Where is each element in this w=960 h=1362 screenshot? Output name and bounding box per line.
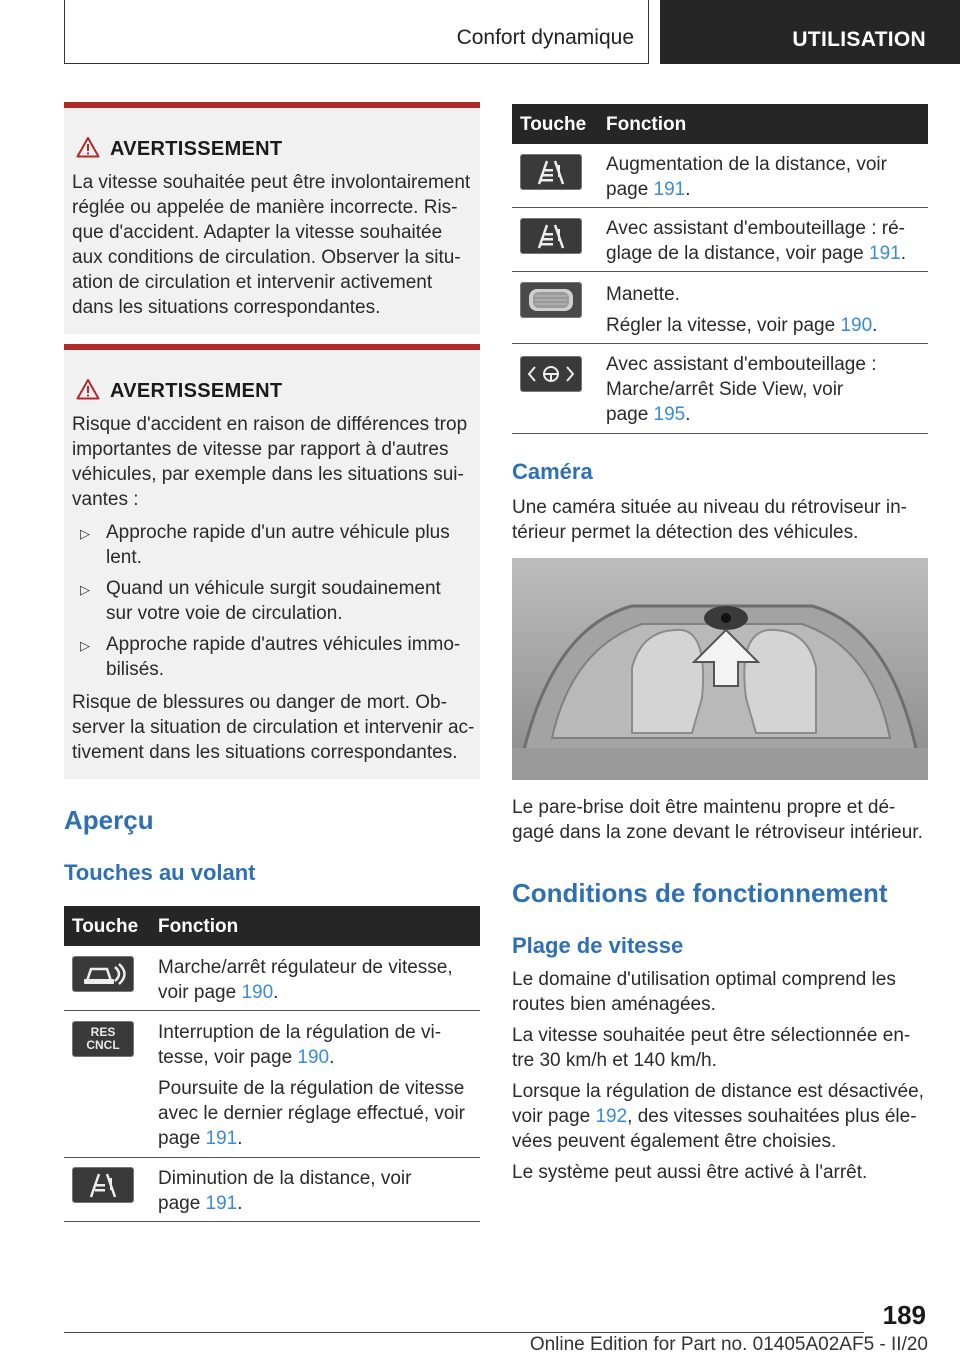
warning-title: AVERTISSEMENT <box>110 138 283 160</box>
function-text: Avec assistant d'embouteillage : ré- <box>606 218 905 239</box>
body-text: Le domaine d'utilisation optimal comprend les <box>512 969 896 990</box>
bullet-text: Quand un véhicule surgit soudainement <box>106 578 441 599</box>
body-text: gagé dans la zone devant le rétroviseur intérieur. <box>512 822 923 843</box>
function-text: Diminution de la distance, voir <box>158 1168 412 1189</box>
page-link[interactable]: 190 <box>297 1047 330 1068</box>
page-link[interactable]: 190 <box>241 982 274 1003</box>
function-text: page 191. <box>158 1128 243 1149</box>
footer-edition: Online Edition for Part no. 01405A02AF5 - II/20 <box>529 1334 928 1355</box>
header-chapter-title: UTILISATION <box>792 28 926 51</box>
table-divider <box>64 1221 480 1222</box>
body-text: Le pare-brise doit être maintenu propre et dé- <box>512 797 896 818</box>
subsection-title-wheel-buttons: Touches au volant <box>64 860 256 885</box>
table-header-key: Touche <box>72 916 139 937</box>
page-link[interactable]: 191 <box>205 1193 238 1214</box>
warning-text-line: aux conditions de circulation. Observer la situ- <box>72 247 461 268</box>
table-divider <box>512 207 928 208</box>
warning-triangle-icon <box>76 378 100 400</box>
bullet-triangle-icon: ▷ <box>80 638 90 653</box>
page-link[interactable]: 192 <box>595 1106 628 1127</box>
subsection-title-camera: Caméra <box>512 459 593 484</box>
header-section-title: Confort dynamique <box>456 26 634 49</box>
function-text: tesse, voir page 190. <box>158 1047 335 1068</box>
warning-title: AVERTISSEMENT <box>110 380 283 402</box>
body-text: Le système peut aussi être activé à l'arrêt. <box>512 1162 868 1183</box>
distance-decrease-icon <box>72 1167 134 1203</box>
warning-box-2 <box>64 344 480 779</box>
table-header-function: Fonction <box>158 916 239 937</box>
page-link[interactable]: 190 <box>840 315 873 336</box>
page-link[interactable]: 191 <box>205 1128 238 1149</box>
table-divider <box>64 1157 480 1158</box>
function-text: Augmentation de la distance, voir <box>606 154 887 175</box>
traffic-jam-distance-icon <box>520 218 582 254</box>
function-text: Manette. <box>606 284 680 305</box>
function-text: glage de la distance, voir page 191. <box>606 243 906 264</box>
function-text: Marche/arrêt Side View, voir <box>606 379 844 400</box>
page-link[interactable]: 191 <box>653 179 686 200</box>
body-text: vées peuvent également être choisies. <box>512 1131 837 1152</box>
warning-text-line: vantes : <box>72 489 139 510</box>
warning-text-line: que d'accident. Adapter la vitesse souhaitée <box>72 222 443 243</box>
res-cncl-icon <box>72 1021 134 1057</box>
table-header <box>512 104 928 144</box>
body-text: routes bien aménagées. <box>512 994 716 1015</box>
warning-text-line: ation de circulation et intervenir activement <box>72 272 433 293</box>
page-link[interactable]: 191 <box>869 243 901 264</box>
header-section-box <box>64 0 649 64</box>
rocker-switch-icon <box>520 282 582 318</box>
header-chapter-box <box>660 0 960 64</box>
table-divider <box>512 433 928 434</box>
side-view-icon <box>520 356 582 392</box>
warning-text-line: server la situation de circulation et intervenir ac- <box>72 717 475 738</box>
warning-text-line: Risque de blessures ou danger de mort. Ob- <box>72 692 447 713</box>
bullet-text: Approche rapide d'un autre véhicule plus <box>106 522 450 543</box>
function-text: avec le dernier réglage effectué, voir <box>158 1103 465 1124</box>
table-divider <box>512 343 928 344</box>
table-header <box>64 906 480 946</box>
body-text: voir page 192, des vitesses souhaitées plus éle- <box>512 1106 917 1127</box>
table-divider <box>64 1010 480 1011</box>
windshield-camera-photo <box>512 558 928 780</box>
table-header-key: Touche <box>520 114 587 135</box>
warning-text-line: tivement dans les situations correspondantes. <box>72 742 458 763</box>
warning-triangle-icon <box>76 136 100 158</box>
function-text: Poursuite de la régulation de vitesse <box>158 1078 465 1099</box>
function-text: Interruption de la régulation de vi- <box>158 1022 442 1043</box>
key-label: RES <box>90 1025 116 1039</box>
body-text: La vitesse souhaitée peut être sélectionnée en- <box>512 1025 911 1046</box>
function-text: page 191. <box>606 179 691 200</box>
table-divider <box>512 271 928 272</box>
cruise-control-icon <box>72 956 134 992</box>
section-title-overview: Aperçu <box>64 805 154 835</box>
bullet-triangle-icon: ▷ <box>80 526 90 541</box>
warning-text-line: réglée ou appelée de manière incorrecte. Ris- <box>72 197 458 218</box>
body-text: tre 30 km/h et 140 km/h. <box>512 1050 717 1071</box>
distance-increase-icon <box>520 154 582 190</box>
function-text: page 195. <box>606 404 691 425</box>
warning-box-1 <box>64 102 480 334</box>
bullet-triangle-icon: ▷ <box>80 582 90 597</box>
bullet-text: bilisés. <box>106 659 165 680</box>
page-number: 189 <box>882 1300 926 1330</box>
body-text: térieur permet la détection des véhicules. <box>512 522 859 543</box>
warning-text-line: Risque d'accident en raison de différences trop <box>72 414 468 435</box>
subsection-title-speed-range: Plage de vitesse <box>512 933 684 958</box>
section-title-conditions: Conditions de fonctionnement <box>512 878 888 908</box>
footer-rule <box>64 1332 864 1333</box>
function-text: page 191. <box>158 1193 243 1214</box>
page-link[interactable]: 195 <box>653 404 686 425</box>
warning-text-line: dans les situations correspondantes. <box>72 297 381 318</box>
function-text: Avec assistant d'embouteillage : <box>606 354 877 375</box>
warning-text-line: véhicules, par exemple dans les situations sui- <box>72 464 464 485</box>
function-text: voir page 190. <box>158 982 279 1003</box>
function-text: Marche/arrêt régulateur de vitesse, <box>158 957 453 978</box>
bullet-text: sur votre voie de circulation. <box>106 603 343 624</box>
warning-text-line: importantes de vitesse par rapport à d'autres <box>72 439 449 460</box>
key-label: CNCL <box>86 1038 120 1052</box>
bullet-text: lent. <box>106 547 142 568</box>
body-text: Lorsque la régulation de distance est désactivée, <box>512 1081 924 1102</box>
warning-text-line: La vitesse souhaitée peut être involontairement <box>72 172 471 193</box>
table-header-function: Fonction <box>606 114 687 135</box>
function-text: Régler la vitesse, voir page 190. <box>606 315 878 336</box>
body-text: Une caméra située au niveau du rétroviseur in- <box>512 497 907 518</box>
bullet-text: Approche rapide d'autres véhicules immo- <box>106 634 461 655</box>
